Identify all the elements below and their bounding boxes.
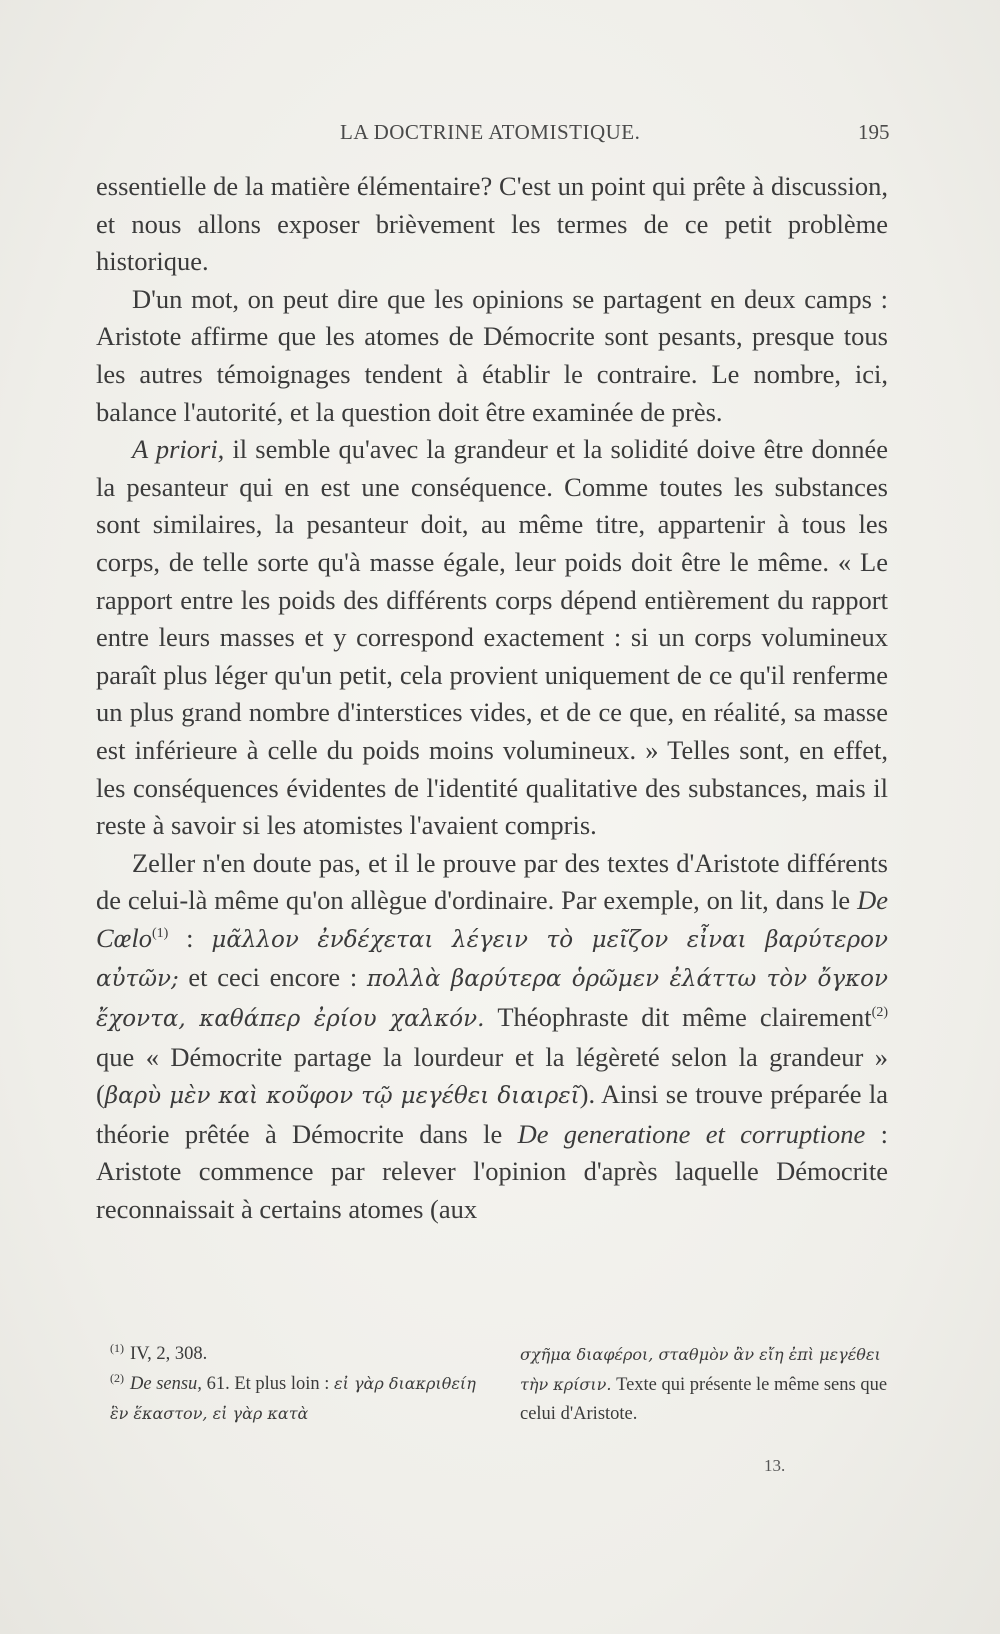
page-number: 195 <box>858 120 890 144</box>
footnote-1-text: IV, 2, 308. <box>130 1344 208 1364</box>
main-text <box>96 168 888 1229</box>
footnote-2-text-cont: Texte qui présente le même sens que celui d'Aristote. <box>520 1375 888 1424</box>
p4-part-f: ). Ainsi se trouve préparée la théorie prêtée à Démocrite dans le <box>96 1079 888 1149</box>
p4-part-a: Zeller n'en doute pas, et il le prouve par des textes d'Aristote différents de celui-là même qu'on allègue d'ordinaire. Par exemple, on lit, dans le <box>96 847 888 916</box>
p4-part-b: : <box>168 922 212 953</box>
paragraph-4 <box>96 845 888 1229</box>
footnote-ref-1: (1) <box>151 926 169 942</box>
de-generatione-title: De generatione et corruptione <box>517 1118 866 1149</box>
paragraph-3-text: il semble qu'avec la grandeur et la solidité doive être donnée la pesanteur qui en est une conséquence. Comme toutes les substances sont similaires, la pesanteur doit, au même titre, appartenir à tous les corps, de telle sorte qu'à masse égale, leur poids doit être le même. « Le rapport entre les poids des différents corps dépend entièrement du rapport entre leurs masses et y correspond exactement : si un corps volumineux paraît plus léger qu'un petit, cela provient uniquement de ce qu'il renferme un plus grand nombre d'interstices vides, et de ce que, en réalité, sa masse est inférieure à celle du poids moins volumineux. » Telles sont, en effet, les conséquences évidentes de l'identité qualitative des substances, mais il reste à savoir si les atomistes l'avaient compris. <box>96 434 888 841</box>
de-caelo-title: De Cœlo <box>96 885 888 953</box>
greek-quote-3: βαρὺ μὲν καὶ κοῦφον τῷ μεγέθει διαιρεῖ <box>104 1083 580 1110</box>
p4-part-c: et ceci encore : <box>178 962 367 993</box>
de-sensu-title: De sensu, <box>130 1374 202 1394</box>
footnote-2-continued <box>520 1340 890 1429</box>
footnote-1 <box>110 1340 480 1369</box>
a-priori-italic: A priori, <box>132 434 225 465</box>
running-title: LA DOCTRINE ATOMISTIQUE. <box>340 120 641 144</box>
footnote-2 <box>110 1369 480 1429</box>
p4-part-g: : Aristote commence par relever l'opinion d'après laquelle Démocrite reconnaissait à certains atomes (aux <box>96 1118 888 1225</box>
footnote-2-greek: εἰ γὰρ διακριθείη ἓν ἕκαστον, εἰ γὰρ κατὰ <box>110 1374 476 1423</box>
footnote-2-text: 61. Et plus loin : <box>201 1374 335 1394</box>
signature-mark: 13. <box>764 1456 786 1475</box>
footnote-ref-2: (2) <box>871 1005 888 1021</box>
footnote-2-mark: (2) <box>110 1370 124 1385</box>
footnotes <box>110 1340 890 1429</box>
paragraph-3 <box>96 431 888 845</box>
footnotes-left-column <box>110 1340 480 1429</box>
greek-quote-2: πολλὰ βαρύτερα ὁρῶμεν ἐλάττω τὸν ὄγκον ἔχοντα, καθάπερ ἐρίου χαλκόν. <box>96 966 888 1033</box>
greek-quote-1: μᾶλλον ἐνδέχεται λέγειν τὸ μεῖζον εἶναι βαρύτερον αὐτῶν; <box>96 926 888 993</box>
paragraph-1: essentielle de la matière élémentaire? C'est un point qui prête à discussion, et nous allons exposer brièvement les termes de ce petit problème historique. <box>96 171 888 277</box>
footnotes-right-column <box>520 1340 890 1429</box>
p4-part-d: Théophraste dit même clairement <box>484 1002 872 1033</box>
footnote-1-mark: (1) <box>110 1340 124 1355</box>
paragraph-2: D'un mot, on peut dire que les opinions se partagent en deux camps : Aristote affirme que les atomes de Démocrite sont pesants, presque tous les autres témoignages tendent à établir le contraire. Le nombre, ici, balance l'autorité, et la question doit être examinée de près. <box>96 283 888 427</box>
footnote-2-greek-cont: σχῆμα διαφέροι, σταθμὸν ἂν εἴη ἐπὶ μεγέθει τὴν κρίσιν. <box>520 1345 881 1394</box>
p4-part-e: que « Démocrite partage la lourdeur et la légèreté selon la grandeur » ( <box>96 1041 888 1110</box>
